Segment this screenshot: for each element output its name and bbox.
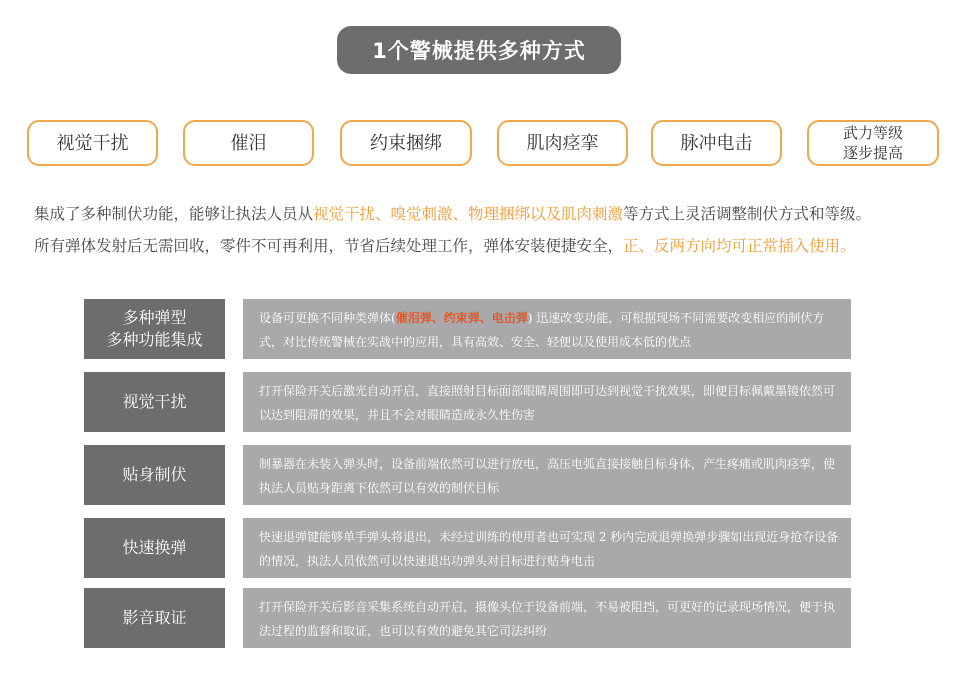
intro-text: 集成了多种制伏功能，能够让执法人员从 — [34, 205, 314, 223]
row-label-quick-reload: 快速换弹 — [84, 518, 225, 578]
row-desc-visual: 打开保险开关后激光自动开启，直接照射目标面部眼睛周围即可达到视觉干扰效果，即便目标佩戴墨镜依然可以达到阻滞的效果，并且不会对眼睛造成永久性伤害 — [243, 372, 851, 432]
feature-force-level-line1: 武力等级 — [842, 124, 903, 142]
row-label-visual: 视觉干扰 — [84, 372, 225, 432]
row-desc-text: 设备可更换不同种类弹体( — [259, 311, 396, 325]
row-label-ammo-types — [84, 299, 225, 359]
row-desc-highlight: 催泪弹、约束弹、电击弹 — [395, 311, 528, 325]
row-desc-av-evidence: 打开保险开关后影音采集系统自动开启，摄像头位于设备前端，不易被阻挡，可更好的记录现场情况，便于执法过程的监督和取证，也可以有效的避免其它司法纠纷 — [243, 588, 851, 648]
row-desc-quick-reload: 快速退弹键能够单手弹头将退出，未经过训练的使用者也可实现 2 秒内完成退弹换弹步骤如出现近身抢夺设备的情况，执法人员依然可以快速退出功弹头对目标进行贴身电击 — [243, 518, 851, 578]
feature-pulse-shock: 脉冲电击 — [651, 120, 782, 166]
intro-line-1 — [34, 202, 954, 224]
row-desc-ammo-types — [243, 299, 851, 359]
intro-highlight: 视觉干扰、嗅觉刺激、物理捆绑以及肌肉刺激 — [313, 205, 624, 223]
intro-text: 所有弹体发射后无需回收，零件不可再利用，节省后续处理工作，弹体安装便捷安全， — [34, 237, 624, 255]
feature-force-level-line2: 逐步提高 — [842, 144, 903, 162]
row-label-close-control: 贴身制伏 — [84, 445, 225, 505]
feature-visual-interference: 视觉干扰 — [27, 120, 158, 166]
row-label-line: 多种弹型 — [122, 308, 187, 327]
feature-muscle-spasm: 肌肉痉挛 — [497, 120, 628, 166]
page-title: 1个警械提供多种方式 — [337, 26, 621, 74]
intro-highlight: 正、反两方向均可正常插入使用。 — [623, 237, 856, 255]
feature-tear-gas: 催泪 — [183, 120, 314, 166]
intro-line-2 — [34, 234, 954, 256]
feature-force-level — [807, 120, 939, 166]
row-label-line: 多种功能集成 — [106, 330, 203, 349]
row-label-av-evidence: 影音取证 — [84, 588, 225, 648]
intro-text: 等方式上灵活调整制伏方式和等级。 — [623, 205, 872, 223]
row-desc-close-control: 制暴器在未装入弹头时，设备前端依然可以进行放电，高压电弧直接接触目标身体，产生疼痛或肌肉痉挛，使执法人员贴身距离下依然可以有效的制伏目标 — [243, 445, 851, 505]
feature-restraint: 约束捆绑 — [340, 120, 472, 166]
row-desc-text: ) 迅速改变功能，可根据现场不同需要改变相应的制伏方式，对比传统警械在实战中的应用，具有高效、安全、轻便以及使用成本低的优点 — [259, 311, 825, 349]
